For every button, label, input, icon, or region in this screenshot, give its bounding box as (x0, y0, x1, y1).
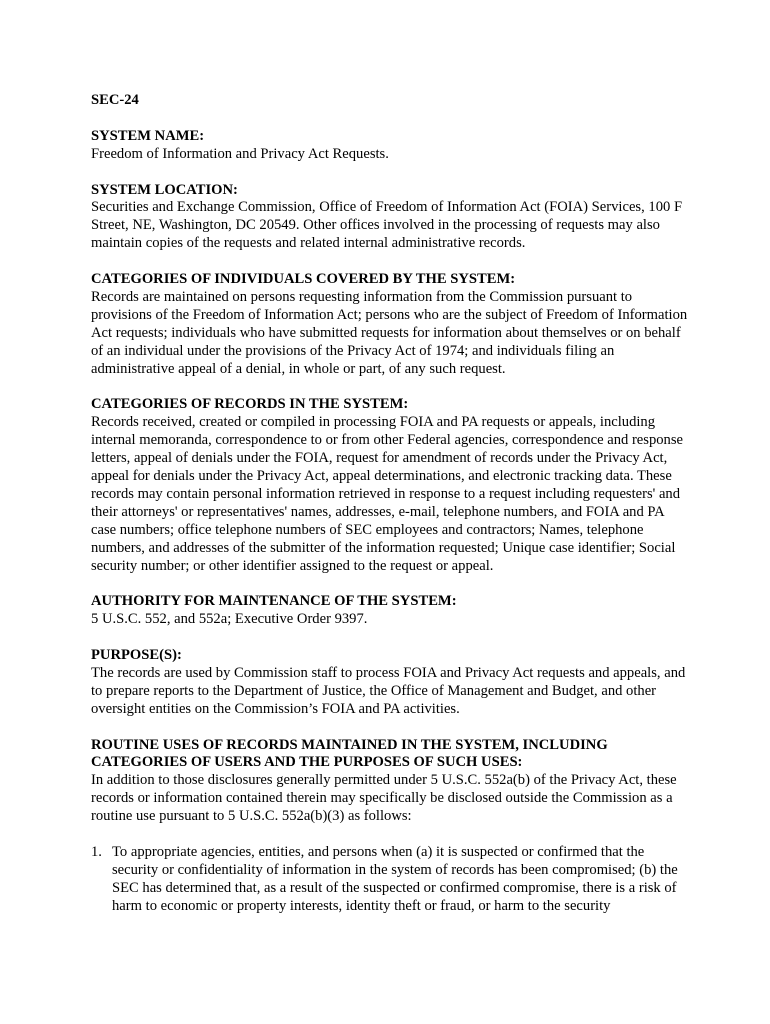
section-heading: CATEGORIES OF RECORDS IN THE SYSTEM: (91, 396, 409, 413)
section-heading: SYSTEM LOCATION: (91, 181, 238, 198)
section-categories-of-records (91, 396, 691, 575)
routine-uses-list (91, 844, 691, 916)
section-heading: ROUTINE USES OF RECORDS MAINTAINED IN THE SYSTEM, INCLUDING CATEGORIES OF USERS AND THE PURPOSES OF SUCH USES: (91, 736, 608, 771)
section-heading: SYSTEM NAME: (91, 127, 205, 144)
list-item-number: 1. (91, 843, 102, 860)
section-body: Freedom of Information and Privacy Act Requests. (91, 145, 389, 162)
section-body: 5 U.S.C. 552, and 552a; Executive Order 9397. (91, 611, 368, 628)
section-system-location (91, 182, 691, 254)
section-heading: CATEGORIES OF INDIVIDUALS COVERED BY THE SYSTEM: (91, 271, 516, 288)
section-body: Records received, created or compiled in processing FOIA and PA requests or appeals, including internal memoranda, correspondence to or from other Federal agencies, correspondence and response letters, appeal of denials under the FOIA, request for amendment of records under the Privacy Act, appeal for denials under the Privacy Act, appeal determinations, and electronic tracking data. These records may contain personal information retrieved in response to a request including requesters' and their attorneys' or representatives' names, addresses, e-mail, telephone numbers, and FOIA and PA case numbers; office telephone numbers of SEC employees and contractors; Names, telephone numbers, and addresses of the submitter of the information requested; Unique case identifier; Social security number; or other identifier assigned to the request or appeal. (91, 414, 684, 574)
section-purposes (91, 647, 691, 719)
list-item (91, 844, 691, 916)
list-item-text: To appropriate agencies, entities, and persons when (a) it is suspected or confirmed that the security or confidentiality of information in the system of records has been compromised; (b) the SEC has determined that, as a result of the suspected or confirmed compromise, there is a risk of harm to economic or property interests, identity theft or fraud, or harm to the security (112, 843, 678, 914)
document-page (91, 92, 691, 916)
section-categories-of-individuals (91, 271, 691, 378)
section-body: Records are maintained on persons requesting information from the Commission pursuant to provisions of the Freedom of Information Act; persons who are the subject of Freedom of Information Act requests; individuals who have submitted requests for information about themselves or on behalf of an individual under the provisions of the Privacy Act of 1974; and individuals filing an administrative appeal of a denial, in whole or part, of any such request. (91, 288, 688, 377)
section-system-name (91, 128, 691, 164)
section-routine-uses (91, 737, 691, 827)
section-heading: AUTHORITY FOR MAINTENANCE OF THE SYSTEM: (91, 593, 457, 610)
document-id: SEC-24 (91, 92, 139, 108)
section-body: In addition to those disclosures generally permitted under 5 U.S.C. 552a(b) of the Privacy Act, these records or information contained therein may specifically be disclosed outside the Commission as a routine use pursuant to 5 U.S.C. 552a(b)(3) as follows: (91, 772, 677, 825)
section-body: The records are used by Commission staff to process FOIA and Privacy Act requests and appeals, and to prepare reports to the Department of Justice, the Office of Management and Budget, and other oversight entities on the Commission’s FOIA and PA activities. (91, 664, 686, 717)
section-authority (91, 593, 691, 629)
section-heading: PURPOSE(S): (91, 647, 182, 663)
section-body: Securities and Exchange Commission, Office of Freedom of Information Act (FOIA) Services, 100 F Street, NE, Washington, DC 20549. Other offices involved in the processing of requests may also maintain copies of the requests and related internal administrative records. (91, 199, 683, 252)
